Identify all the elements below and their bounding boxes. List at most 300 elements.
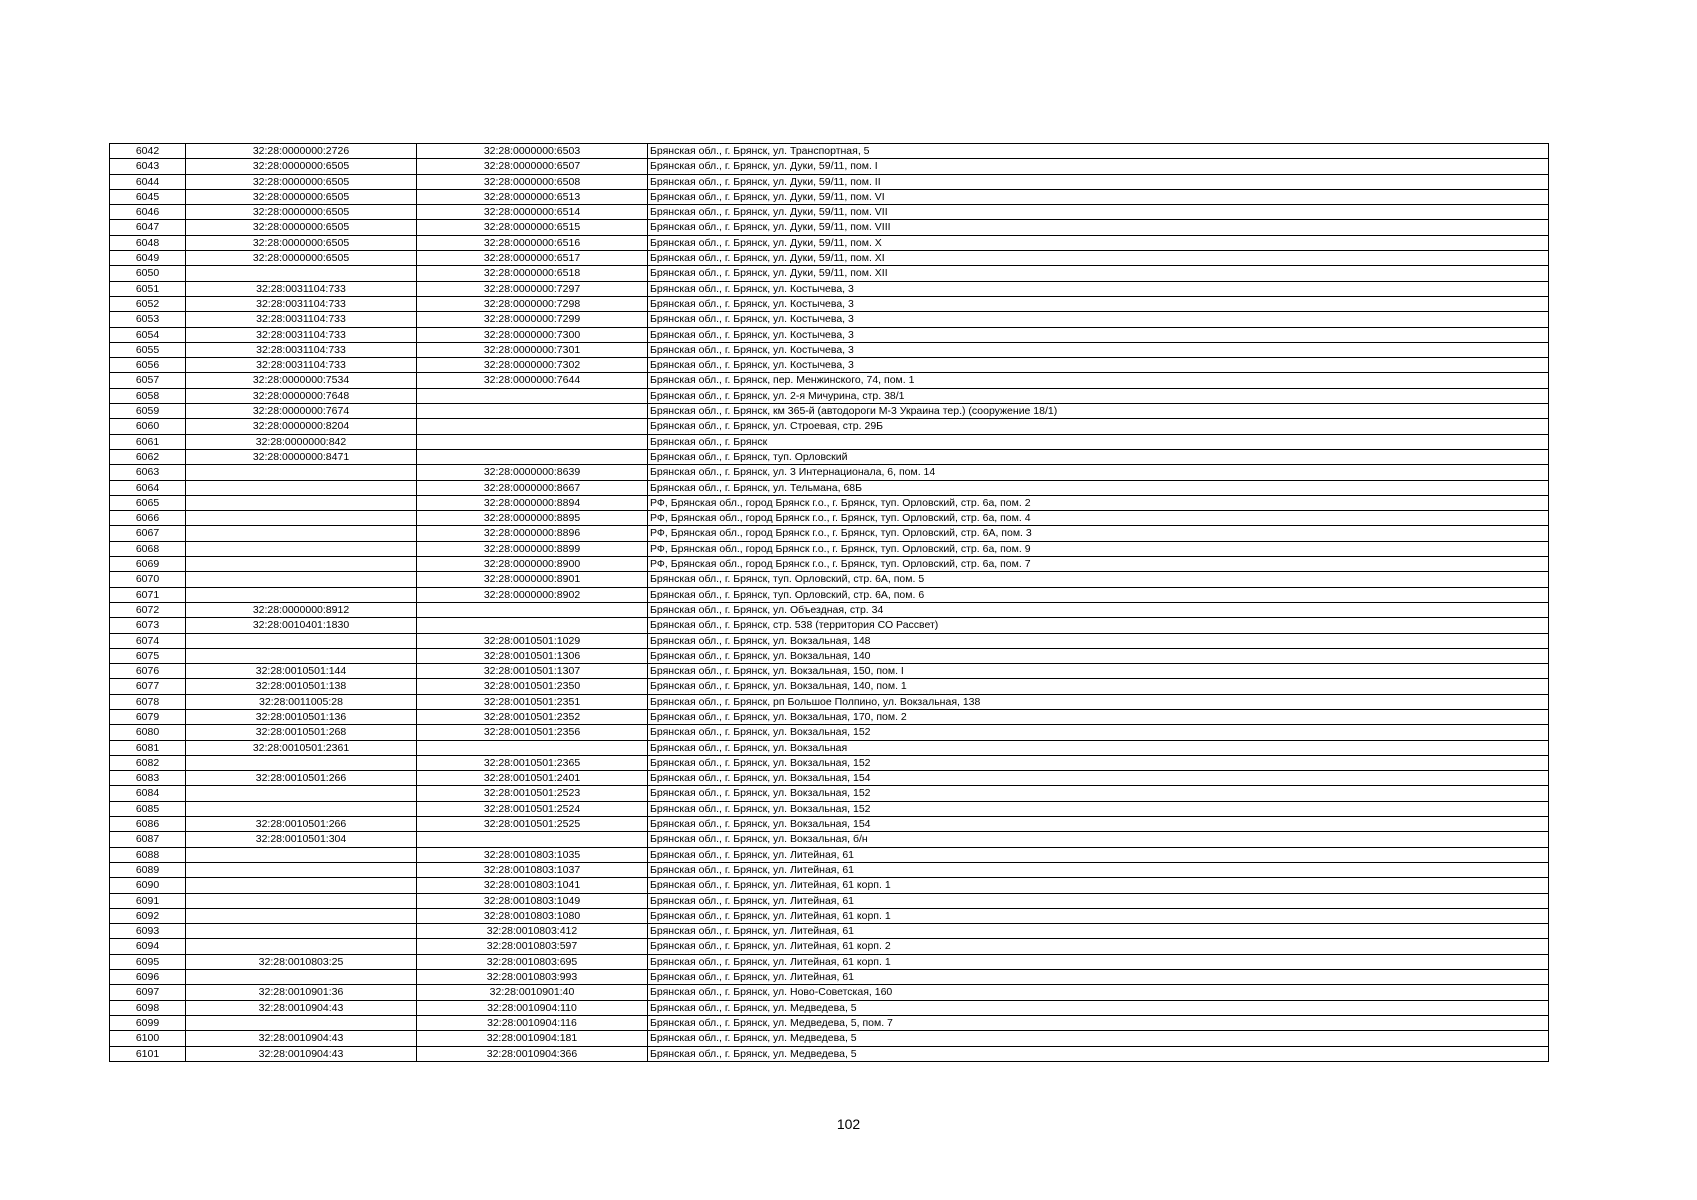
row-number-cell: 6047: [110, 220, 186, 235]
row-number-cell: 6053: [110, 312, 186, 327]
object-cadastral-number-cell: [417, 449, 648, 464]
cadastral-number-cell: 32:28:0010904:43: [186, 1031, 417, 1046]
cadastral-number-cell: [186, 495, 417, 510]
row-number-cell: 6043: [110, 159, 186, 174]
cadastral-number-cell: 32:28:0010904:43: [186, 1000, 417, 1015]
cadastral-number-cell: [186, 648, 417, 663]
row-number-cell: 6072: [110, 602, 186, 617]
object-cadastral-number-cell: 32:28:0010501:2523: [417, 786, 648, 801]
cadastral-number-cell: [186, 893, 417, 908]
table-row: [110, 251, 1549, 266]
row-number-cell: 6101: [110, 1046, 186, 1061]
table-row: [110, 1015, 1549, 1030]
row-number-cell: 6065: [110, 495, 186, 510]
object-cadastral-number-cell: 32:28:0000000:8896: [417, 526, 648, 541]
address-cell: Брянская обл., г. Брянск, ул. Вокзальная, 152: [648, 801, 1549, 816]
object-cadastral-number-cell: 32:28:0010803:1041: [417, 878, 648, 893]
row-number-cell: 6100: [110, 1031, 186, 1046]
table-row: [110, 801, 1549, 816]
row-number-cell: 6044: [110, 174, 186, 189]
table-row: [110, 449, 1549, 464]
table-row: [110, 587, 1549, 602]
address-cell: Брянская обл., г. Брянск, ул. Дуки, 59/11, пом. II: [648, 174, 1549, 189]
row-number-cell: 6088: [110, 847, 186, 862]
cadastral-number-cell: 32:28:0010501:144: [186, 664, 417, 679]
table-row: [110, 541, 1549, 556]
address-cell: Брянская обл., г. Брянск, рп Большое Полпино, ул. Вокзальная, 138: [648, 694, 1549, 709]
row-number-cell: 6089: [110, 862, 186, 877]
row-number-cell: 6092: [110, 908, 186, 923]
table-row: [110, 679, 1549, 694]
row-number-cell: 6055: [110, 342, 186, 357]
cadastral-number-cell: 32:28:0000000:2726: [186, 144, 417, 159]
table-row: [110, 1000, 1549, 1015]
table-row: [110, 648, 1549, 663]
address-cell: Брянская обл., г. Брянск, ул. Вокзальная, 154: [648, 771, 1549, 786]
cadastral-number-cell: [186, 633, 417, 648]
object-cadastral-number-cell: 32:28:0010803:597: [417, 939, 648, 954]
address-cell: Брянская обл., г. Брянск, ул. Медведева, 5: [648, 1031, 1549, 1046]
object-cadastral-number-cell: [417, 740, 648, 755]
address-cell: Брянская обл., г. Брянск, ул. Вокзальная: [648, 740, 1549, 755]
object-cadastral-number-cell: 32:28:0010501:2524: [417, 801, 648, 816]
row-number-cell: 6060: [110, 419, 186, 434]
cadastral-number-cell: 32:28:0000000:8912: [186, 602, 417, 617]
row-number-cell: 6076: [110, 664, 186, 679]
address-cell: Брянская обл., г. Брянск, ул. Строевая, стр. 29Б: [648, 419, 1549, 434]
address-cell: Брянская обл., г. Брянск, ул. Вокзальная, 152: [648, 786, 1549, 801]
cadastral-number-cell: [186, 1015, 417, 1030]
cadastral-number-cell: 32:28:0000000:7534: [186, 373, 417, 388]
cadastral-number-cell: 32:28:0010501:304: [186, 832, 417, 847]
row-number-cell: 6083: [110, 771, 186, 786]
cadastral-number-cell: 32:28:0031104:733: [186, 342, 417, 357]
object-cadastral-number-cell: [417, 832, 648, 847]
cadastral-number-cell: 32:28:0031104:733: [186, 296, 417, 311]
address-cell: Брянская обл., г. Брянск, ул. Литейная, 61: [648, 862, 1549, 877]
cadastral-number-cell: 32:28:0010501:268: [186, 725, 417, 740]
table-row: [110, 465, 1549, 480]
object-cadastral-number-cell: 32:28:0010803:695: [417, 954, 648, 969]
cadastral-number-cell: [186, 511, 417, 526]
row-number-cell: 6075: [110, 648, 186, 663]
row-number-cell: 6052: [110, 296, 186, 311]
cadastral-number-cell: [186, 847, 417, 862]
object-cadastral-number-cell: 32:28:0010501:2351: [417, 694, 648, 709]
address-cell: Брянская обл., г. Брянск, туп. Орловский, стр. 6А, пом. 5: [648, 572, 1549, 587]
object-cadastral-number-cell: 32:28:0000000:6515: [417, 220, 648, 235]
address-cell: Брянская обл., г. Брянск, ул. Дуки, 59/11, пом. VII: [648, 205, 1549, 220]
row-number-cell: 6050: [110, 266, 186, 281]
cadastral-number-cell: [186, 924, 417, 939]
table-row: [110, 847, 1549, 862]
object-cadastral-number-cell: 32:28:0010501:2401: [417, 771, 648, 786]
table-row: [110, 908, 1549, 923]
cadastral-number-cell: 32:28:0010501:138: [186, 679, 417, 694]
table-row: [110, 511, 1549, 526]
table-row: [110, 740, 1549, 755]
object-cadastral-number-cell: 32:28:0010501:2525: [417, 817, 648, 832]
address-cell: Брянская обл., г. Брянск, ул. Дуки, 59/11, пом. I: [648, 159, 1549, 174]
object-cadastral-number-cell: 32:28:0010803:993: [417, 970, 648, 985]
cadastral-number-cell: [186, 970, 417, 985]
row-number-cell: 6079: [110, 709, 186, 724]
row-number-cell: 6070: [110, 572, 186, 587]
address-cell: Брянская обл., г. Брянск, ул. Вокзальная, 150, пом. I: [648, 664, 1549, 679]
cadastral-number-cell: 32:28:0010401:1830: [186, 618, 417, 633]
object-cadastral-number-cell: 32:28:0010501:2356: [417, 725, 648, 740]
object-cadastral-number-cell: 32:28:0000000:6516: [417, 235, 648, 250]
cadastral-number-cell: 32:28:0010501:2361: [186, 740, 417, 755]
address-cell: Брянская обл., г. Брянск, ул. Вокзальная, 148: [648, 633, 1549, 648]
row-number-cell: 6086: [110, 817, 186, 832]
row-number-cell: 6048: [110, 235, 186, 250]
table-row: [110, 862, 1549, 877]
table-row: [110, 205, 1549, 220]
row-number-cell: 6042: [110, 144, 186, 159]
row-number-cell: 6061: [110, 434, 186, 449]
cadastral-number-cell: 32:28:0011005:28: [186, 694, 417, 709]
address-cell: Брянская обл., г. Брянск, ул. Литейная, 61: [648, 847, 1549, 862]
cadastral-number-cell: [186, 862, 417, 877]
row-number-cell: 6091: [110, 893, 186, 908]
table-row: [110, 786, 1549, 801]
row-number-cell: 6054: [110, 327, 186, 342]
table-row: [110, 419, 1549, 434]
table-row: [110, 954, 1549, 969]
address-cell: Брянская обл., г. Брянск, ул. Медведева, 5, пом. 7: [648, 1015, 1549, 1030]
table-row: [110, 832, 1549, 847]
cadastral-number-cell: 32:28:0031104:733: [186, 281, 417, 296]
cadastral-number-cell: [186, 878, 417, 893]
object-cadastral-number-cell: 32:28:0010904:366: [417, 1046, 648, 1061]
object-cadastral-number-cell: 32:28:0000000:6503: [417, 144, 648, 159]
object-cadastral-number-cell: 32:28:0000000:7298: [417, 296, 648, 311]
cadastral-number-cell: [186, 465, 417, 480]
object-cadastral-number-cell: 32:28:0010803:1049: [417, 893, 648, 908]
row-number-cell: 6074: [110, 633, 186, 648]
address-cell: Брянская обл., г. Брянск, пер. Менжинского, 74, пом. 1: [648, 373, 1549, 388]
table-row: [110, 373, 1549, 388]
address-cell: Брянская обл., г. Брянск, ул. Вокзальная, 140, пом. 1: [648, 679, 1549, 694]
table-row: [110, 281, 1549, 296]
cadastral-number-cell: 32:28:0000000:7648: [186, 388, 417, 403]
cadastral-number-cell: 32:28:0031104:733: [186, 327, 417, 342]
row-number-cell: 6095: [110, 954, 186, 969]
table-row: [110, 725, 1549, 740]
address-cell: Брянская обл., г. Брянск, ул. Литейная, 61: [648, 924, 1549, 939]
table-row: [110, 633, 1549, 648]
table-row: [110, 434, 1549, 449]
table-row: [110, 296, 1549, 311]
cadastral-number-cell: 32:28:0010901:36: [186, 985, 417, 1000]
row-number-cell: 6087: [110, 832, 186, 847]
address-cell: Брянская обл., г. Брянск, ул. Ново-Советская, 160: [648, 985, 1549, 1000]
object-cadastral-number-cell: 32:28:0000000:8902: [417, 587, 648, 602]
address-cell: РФ, Брянская обл., город Брянск г.о., г. Брянск, туп. Орловский, стр. 6а, пом. 9: [648, 541, 1549, 556]
address-cell: Брянская обл., г. Брянск, ул. Костычева, 3: [648, 312, 1549, 327]
object-cadastral-number-cell: 32:28:0010501:2350: [417, 679, 648, 694]
cadastral-number-cell: 32:28:0010501:136: [186, 709, 417, 724]
object-cadastral-number-cell: 32:28:0000000:7302: [417, 358, 648, 373]
address-cell: Брянская обл., г. Брянск, км 365-й (автодороги М-3 Украина тер.) (сооружение 18/1): [648, 404, 1549, 419]
row-number-cell: 6078: [110, 694, 186, 709]
object-cadastral-number-cell: 32:28:0010904:110: [417, 1000, 648, 1015]
address-cell: Брянская обл., г. Брянск, ул. Костычева, 3: [648, 281, 1549, 296]
row-number-cell: 6098: [110, 1000, 186, 1015]
object-cadastral-number-cell: [417, 434, 648, 449]
address-cell: Брянская обл., г. Брянск, ул. Дуки, 59/11, пом. VIII: [648, 220, 1549, 235]
row-number-cell: 6051: [110, 281, 186, 296]
table-row: [110, 939, 1549, 954]
cadastral-number-cell: 32:28:0010904:43: [186, 1046, 417, 1061]
table-row: [110, 342, 1549, 357]
object-cadastral-number-cell: 32:28:0010803:1080: [417, 908, 648, 923]
object-cadastral-number-cell: 32:28:0000000:7297: [417, 281, 648, 296]
cadastral-number-cell: [186, 480, 417, 495]
object-cadastral-number-cell: 32:28:0000000:6508: [417, 174, 648, 189]
object-cadastral-number-cell: 32:28:0010904:116: [417, 1015, 648, 1030]
object-cadastral-number-cell: [417, 388, 648, 403]
address-cell: Брянская обл., г. Брянск, стр. 538 (территория СО Рассвет): [648, 618, 1549, 633]
address-cell: Брянская обл., г. Брянск, ул. Костычева, 3: [648, 358, 1549, 373]
cadastral-number-cell: 32:28:0010501:266: [186, 817, 417, 832]
object-cadastral-number-cell: 32:28:0000000:8900: [417, 557, 648, 572]
address-cell: РФ, Брянская обл., город Брянск г.о., г. Брянск, туп. Орловский, стр. 6а, пом. 7: [648, 557, 1549, 572]
property-table: [109, 143, 1549, 1062]
object-cadastral-number-cell: 32:28:0000000:6507: [417, 159, 648, 174]
address-cell: Брянская обл., г. Брянск, ул. Литейная, 61: [648, 893, 1549, 908]
address-cell: Брянская обл., г. Брянск, ул. Вокзальная, 170, пом. 2: [648, 709, 1549, 724]
object-cadastral-number-cell: 32:28:0000000:7299: [417, 312, 648, 327]
object-cadastral-number-cell: 32:28:0000000:6513: [417, 189, 648, 204]
cadastral-number-cell: 32:28:0031104:733: [186, 312, 417, 327]
row-number-cell: 6096: [110, 970, 186, 985]
cadastral-number-cell: [186, 266, 417, 281]
object-cadastral-number-cell: 32:28:0010501:1307: [417, 664, 648, 679]
table-row: [110, 174, 1549, 189]
cadastral-number-cell: 32:28:0000000:8471: [186, 449, 417, 464]
row-number-cell: 6059: [110, 404, 186, 419]
table-row: [110, 266, 1549, 281]
table-row: [110, 572, 1549, 587]
cadastral-number-cell: 32:28:0000000:6505: [186, 189, 417, 204]
row-number-cell: 6082: [110, 755, 186, 770]
row-number-cell: 6066: [110, 511, 186, 526]
cadastral-number-cell: 32:28:0000000:7674: [186, 404, 417, 419]
row-number-cell: 6081: [110, 740, 186, 755]
table-row: [110, 602, 1549, 617]
cadastral-number-cell: [186, 939, 417, 954]
table-row: [110, 388, 1549, 403]
table-row: [110, 189, 1549, 204]
address-cell: РФ, Брянская обл., город Брянск г.о., г. Брянск, туп. Орловский, стр. 6а, пом. 2: [648, 495, 1549, 510]
object-cadastral-number-cell: 32:28:0000000:8639: [417, 465, 648, 480]
address-cell: Брянская обл., г. Брянск, ул. Дуки, 59/11, пом. XII: [648, 266, 1549, 281]
address-cell: Брянская обл., г. Брянск, ул. Литейная, 61 корп. 2: [648, 939, 1549, 954]
address-cell: Брянская обл., г. Брянск, ул. Дуки, 59/11, пом. X: [648, 235, 1549, 250]
table-row: [110, 1031, 1549, 1046]
row-number-cell: 6090: [110, 878, 186, 893]
row-number-cell: 6056: [110, 358, 186, 373]
address-cell: Брянская обл., г. Брянск: [648, 434, 1549, 449]
address-cell: Брянская обл., г. Брянск, ул. Вокзальная, 152: [648, 725, 1549, 740]
row-number-cell: 6045: [110, 189, 186, 204]
cadastral-number-cell: 32:28:0000000:6505: [186, 251, 417, 266]
row-number-cell: 6097: [110, 985, 186, 1000]
table-row: [110, 664, 1549, 679]
table-row: [110, 327, 1549, 342]
table-row: [110, 878, 1549, 893]
cadastral-number-cell: [186, 557, 417, 572]
address-cell: РФ, Брянская обл., город Брянск г.о., г. Брянск, туп. Орловский, стр. 6а, пом. 4: [648, 511, 1549, 526]
cadastral-number-cell: 32:28:0000000:6505: [186, 174, 417, 189]
table-row: [110, 404, 1549, 419]
table-row: [110, 771, 1549, 786]
row-number-cell: 6071: [110, 587, 186, 602]
object-cadastral-number-cell: [417, 602, 648, 617]
address-cell: Брянская обл., г. Брянск, ул. Литейная, 61 корп. 1: [648, 954, 1549, 969]
table-row: [110, 235, 1549, 250]
address-cell: Брянская обл., г. Брянск, ул. Медведева, 5: [648, 1046, 1549, 1061]
page-number: 102: [836, 1116, 861, 1132]
object-cadastral-number-cell: [417, 419, 648, 434]
address-cell: Брянская обл., г. Брянск, ул. Костычева, 3: [648, 296, 1549, 311]
address-cell: Брянская обл., г. Брянск, ул. Вокзальная, 154: [648, 817, 1549, 832]
object-cadastral-number-cell: 32:28:0010803:1037: [417, 862, 648, 877]
cadastral-number-cell: [186, 908, 417, 923]
object-cadastral-number-cell: 32:28:0010501:2352: [417, 709, 648, 724]
address-cell: Брянская обл., г. Брянск, ул. Костычева, 3: [648, 342, 1549, 357]
table-row: [110, 1046, 1549, 1061]
address-cell: Брянская обл., г. Брянск, ул. Литейная, 61 корп. 1: [648, 878, 1549, 893]
cadastral-number-cell: [186, 801, 417, 816]
cadastral-number-cell: 32:28:0000000:6505: [186, 159, 417, 174]
row-number-cell: 6064: [110, 480, 186, 495]
object-cadastral-number-cell: 32:28:0010501:1306: [417, 648, 648, 663]
table-row: [110, 924, 1549, 939]
object-cadastral-number-cell: 32:28:0010904:181: [417, 1031, 648, 1046]
table-row: [110, 220, 1549, 235]
address-cell: Брянская обл., г. Брянск, ул. Медведева, 5: [648, 1000, 1549, 1015]
row-number-cell: 6057: [110, 373, 186, 388]
object-cadastral-number-cell: 32:28:0000000:6518: [417, 266, 648, 281]
cadastral-number-cell: 32:28:0000000:6505: [186, 220, 417, 235]
table-row: [110, 755, 1549, 770]
table-row: [110, 159, 1549, 174]
table-row: [110, 970, 1549, 985]
row-number-cell: 6099: [110, 1015, 186, 1030]
row-number-cell: 6069: [110, 557, 186, 572]
address-cell: Брянская обл., г. Брянск, ул. 2-я Мичурина, стр. 38/1: [648, 388, 1549, 403]
table-body: [110, 144, 1549, 1062]
object-cadastral-number-cell: 32:28:0000000:6517: [417, 251, 648, 266]
address-cell: Брянская обл., г. Брянск, туп. Орловский: [648, 449, 1549, 464]
address-cell: РФ, Брянская обл., город Брянск г.о., г. Брянск, туп. Орловский, стр. 6А, пом. 3: [648, 526, 1549, 541]
table-row: [110, 358, 1549, 373]
address-cell: Брянская обл., г. Брянск, ул. Дуки, 59/11, пом. VI: [648, 189, 1549, 204]
table-row: [110, 893, 1549, 908]
address-cell: Брянская обл., г. Брянск, туп. Орловский, стр. 6А, пом. 6: [648, 587, 1549, 602]
row-number-cell: 6067: [110, 526, 186, 541]
object-cadastral-number-cell: 32:28:0010803:412: [417, 924, 648, 939]
address-cell: Брянская обл., г. Брянск, ул. Тельмана, 68Б: [648, 480, 1549, 495]
cadastral-number-cell: 32:28:0010501:266: [186, 771, 417, 786]
table-row: [110, 985, 1549, 1000]
address-cell: Брянская обл., г. Брянск, ул. Транспортная, 5: [648, 144, 1549, 159]
address-cell: Брянская обл., г. Брянск, ул. Литейная, 61 корп. 1: [648, 908, 1549, 923]
address-cell: Брянская обл., г. Брянск, ул. Вокзальная, 152: [648, 755, 1549, 770]
object-cadastral-number-cell: 32:28:0010501:2365: [417, 755, 648, 770]
object-cadastral-number-cell: 32:28:0000000:7301: [417, 342, 648, 357]
row-number-cell: 6085: [110, 801, 186, 816]
row-number-cell: 6084: [110, 786, 186, 801]
table-row: [110, 557, 1549, 572]
object-cadastral-number-cell: [417, 404, 648, 419]
cadastral-number-cell: [186, 587, 417, 602]
object-cadastral-number-cell: 32:28:0000000:8901: [417, 572, 648, 587]
row-number-cell: 6080: [110, 725, 186, 740]
cadastral-number-cell: [186, 755, 417, 770]
cadastral-number-cell: 32:28:0000000:6505: [186, 235, 417, 250]
address-cell: Брянская обл., г. Брянск, ул. Костычева, 3: [648, 327, 1549, 342]
object-cadastral-number-cell: 32:28:0000000:6514: [417, 205, 648, 220]
row-number-cell: 6094: [110, 939, 186, 954]
object-cadastral-number-cell: [417, 618, 648, 633]
address-cell: Брянская обл., г. Брянск, ул. Вокзальная, 140: [648, 648, 1549, 663]
cadastral-number-cell: [186, 526, 417, 541]
table-row: [110, 312, 1549, 327]
cadastral-number-cell: [186, 541, 417, 556]
table-row: [110, 694, 1549, 709]
object-cadastral-number-cell: 32:28:0000000:7300: [417, 327, 648, 342]
row-number-cell: 6077: [110, 679, 186, 694]
object-cadastral-number-cell: 32:28:0010901:40: [417, 985, 648, 1000]
object-cadastral-number-cell: 32:28:0000000:8895: [417, 511, 648, 526]
address-cell: Брянская обл., г. Брянск, ул. Вокзальная, б/н: [648, 832, 1549, 847]
table-row: [110, 618, 1549, 633]
table-row: [110, 526, 1549, 541]
address-cell: Брянская обл., г. Брянск, ул. Дуки, 59/11, пом. XI: [648, 251, 1549, 266]
row-number-cell: 6093: [110, 924, 186, 939]
cadastral-number-cell: [186, 572, 417, 587]
address-cell: Брянская обл., г. Брянск, ул. Литейная, 61: [648, 970, 1549, 985]
object-cadastral-number-cell: 32:28:0000000:7644: [417, 373, 648, 388]
cadastral-number-cell: [186, 786, 417, 801]
cadastral-number-cell: 32:28:0000000:8204: [186, 419, 417, 434]
object-cadastral-number-cell: 32:28:0010501:1029: [417, 633, 648, 648]
address-cell: Брянская обл., г. Брянск, ул. Объездная, стр. 34: [648, 602, 1549, 617]
address-cell: Брянская обл., г. Брянск, ул. 3 Интернационала, 6, пом. 14: [648, 465, 1549, 480]
table-row: [110, 495, 1549, 510]
object-cadastral-number-cell: 32:28:0000000:8667: [417, 480, 648, 495]
row-number-cell: 6058: [110, 388, 186, 403]
table-row: [110, 817, 1549, 832]
row-number-cell: 6062: [110, 449, 186, 464]
row-number-cell: 6046: [110, 205, 186, 220]
row-number-cell: 6063: [110, 465, 186, 480]
object-cadastral-number-cell: 32:28:0000000:8894: [417, 495, 648, 510]
table-row: [110, 709, 1549, 724]
row-number-cell: 6049: [110, 251, 186, 266]
cadastral-number-cell: 32:28:0000000:842: [186, 434, 417, 449]
table-row: [110, 144, 1549, 159]
cadastral-number-cell: 32:28:0000000:6505: [186, 205, 417, 220]
object-cadastral-number-cell: 32:28:0000000:8899: [417, 541, 648, 556]
object-cadastral-number-cell: 32:28:0010803:1035: [417, 847, 648, 862]
row-number-cell: 6068: [110, 541, 186, 556]
cadastral-number-cell: 32:28:0031104:733: [186, 358, 417, 373]
